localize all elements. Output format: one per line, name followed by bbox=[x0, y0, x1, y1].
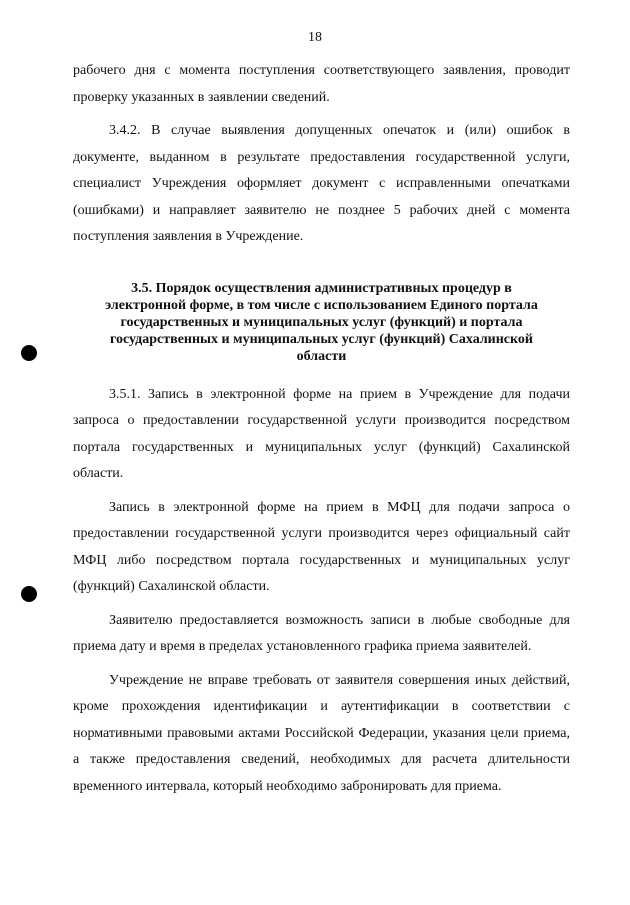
paragraph-restrictions: Учреждение не вправе требовать от заявителя совершения иных действий, кроме прохождения идентификации и аутентификации в соответствии с нормативными правовыми актами Российской Федерации, указания цели приема, а также предоставления сведений, необходимых для расчета длительности временного интервала, который необходимо забронировать для приема. bbox=[73, 672, 570, 794]
punch-hole-top bbox=[21, 345, 37, 361]
punch-hole-bottom bbox=[21, 586, 37, 602]
paragraph-3-4-2: 3.4.2. В случае выявления допущенных опечаток и (или) ошибок в документе, выданном в результате предоставления государственной услуги, специалист Учреждения оформляет документ с исправленными опечатками (ошибками) и направляет заявителю не позднее 5 рабочих дней с момента поступления заявления в Учреждение. bbox=[73, 123, 570, 244]
paragraph-continuation: рабочего дня с момента поступления соответствующего заявления, проводит проверку указанных в заявлении сведений. bbox=[73, 63, 570, 105]
document-body bbox=[73, 58, 570, 800]
section-heading-3-5: 3.5. Порядок осуществления административных процедур в электронной форме, в том числе с использованием Единого портала государственных и муниципальных услуг (функций) и портала государственных и муниципальных услуг (функций) Сахалинской области bbox=[105, 280, 538, 364]
paragraph-free-slots: Заявителю предоставляется возможность записи в любые свободные для приема дату и время в пределах установленного графика приема заявителей. bbox=[73, 612, 570, 654]
paragraph-mfc-booking: Запись в электронной форме на прием в МФЦ для подачи запроса о предоставлении государственной услуги производится через официальный сайт МФЦ либо посредством портала государственных и муниципальных услуг (функций) Сахалинской области. bbox=[73, 499, 570, 594]
page-number: 18 bbox=[308, 30, 322, 45]
paragraph-3-5-1: 3.5.1. Запись в электронной форме на прием в Учреждение для подачи запроса о предоставлении государственной услуги производится посредством портала государственных и муниципальных услуг (функций) Сахалинской области. bbox=[73, 386, 570, 481]
